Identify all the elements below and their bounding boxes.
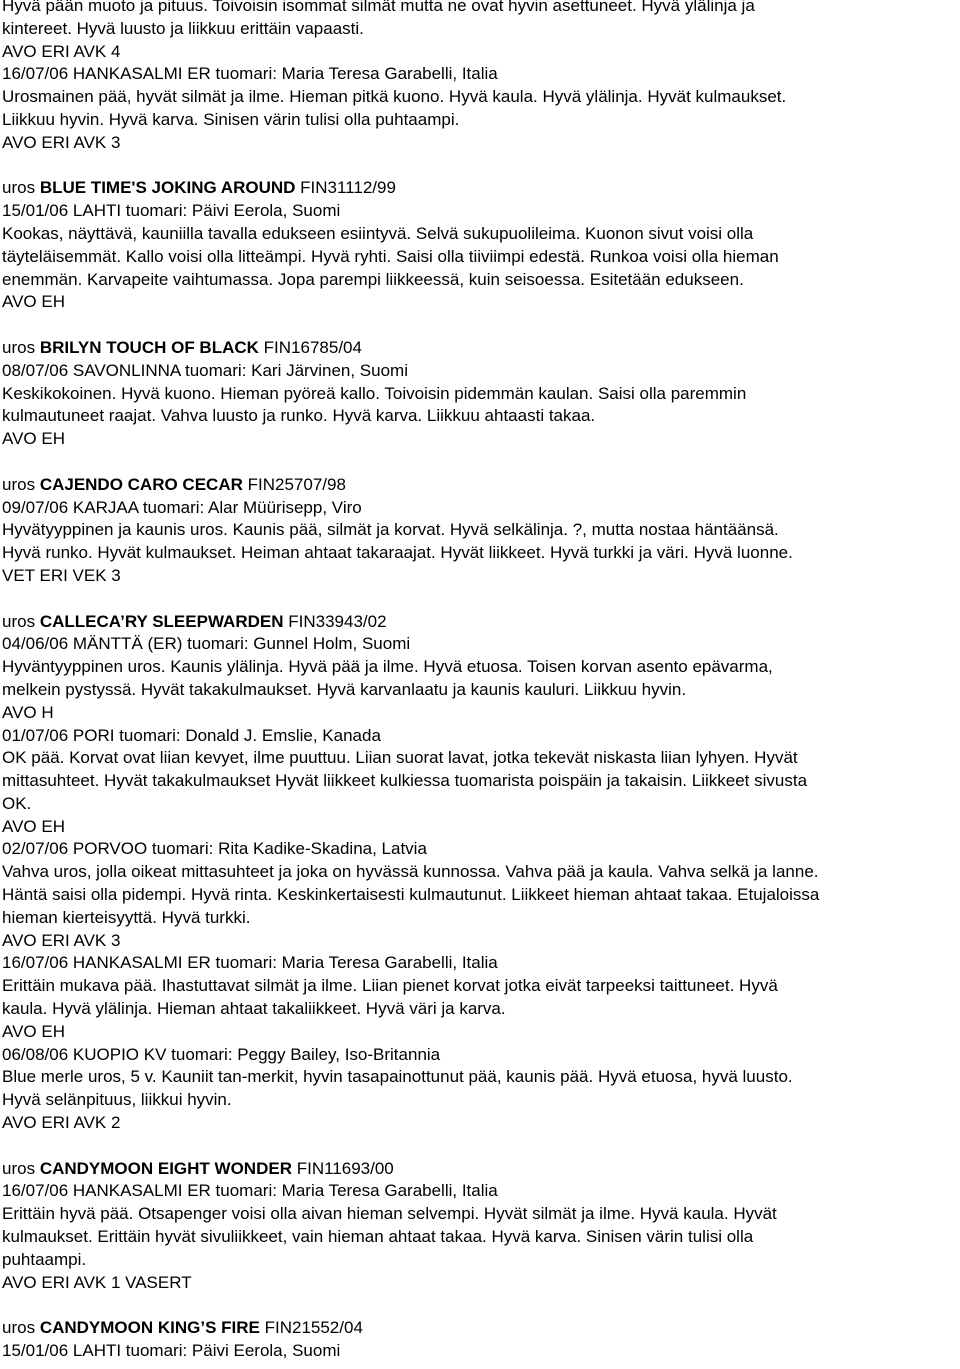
show-result: AVO ERI AVK 4 <box>2 41 121 61</box>
show-result: VET ERI VEK 3 <box>2 565 121 585</box>
dog-title <box>2 611 960 634</box>
show-header: 15/01/06 LAHTI tuomari: Päivi Eerola, Suomi <box>2 201 341 221</box>
show-header: 16/07/06 HANKASALMI ER tuomari: Maria Teresa Garabelli, Italia <box>2 1181 498 1201</box>
dog-entry <box>2 588 960 1135</box>
dog-name: BRILYN TOUCH OF BLACK <box>39 337 259 357</box>
dog-name: CAJENDO CARO CECAR <box>39 474 243 494</box>
critique-line: Kookas, näyttävä, kauniilla tavalla edukseen esiintyvä. Selvä sukupuolileima. Kuonon sivut voisi olla <box>2 223 754 243</box>
intro-section <box>2 0 960 155</box>
show-header: 01/07/06 PORI tuomari: Donald J. Emslie, Kanada <box>2 725 381 745</box>
critique-line: täyteläisemmät. Kallo voisi olla litteämpi. Hyvä ryhti. Saisi olla tiiviimpi edestä. Runkoa voisi olla hieman <box>2 246 779 266</box>
critique-line: Hyvätyyppinen ja kaunis uros. Kaunis pää, silmät ja korvat. Hyvä selkälinja. ?, mutta nostaa häntäänsä. <box>2 520 779 540</box>
critique-line: Hyvä selänpituus, liikkui hyvin. <box>2 1090 232 1110</box>
critique-line: Liikkuu hyvin. Hyvä karva. Sinisen värin tulisi olla puhtaampi. <box>2 109 460 129</box>
dog-prefix: uros <box>2 337 36 357</box>
dog-prefix: uros <box>2 474 36 494</box>
show-header: 16/07/06 HANKASALMI ER tuomari: Maria Teresa Garabelli, Italia <box>2 953 498 973</box>
critique-line: puhtaampi. <box>2 1249 87 1269</box>
show-result: AVO ERI AVK 2 <box>2 1113 121 1133</box>
critique-line: Hyvä pään muoto ja pituus. Toivoisin isommat silmät mutta ne ovat hyvin asettuneet. Hyvä ylälinja ja <box>2 0 755 15</box>
show-result: AVO ERI AVK 3 <box>2 132 121 152</box>
show-header: 02/07/06 PORVOO tuomari: Rita Kadike-Skadina, Latvia <box>2 839 427 859</box>
dog-name: CANDYMOON EIGHT WONDER <box>39 1158 292 1178</box>
show-result: AVO H <box>2 702 54 722</box>
critique-line: Erittäin mukava pää. Ihastuttavat silmät ja ilme. Liian pienet korvat jotka eivät tarpeeksi taittuneet. Hyvä <box>2 976 778 996</box>
critique-line: kaula. Hyvä ylälinja. Hieman ahtaat takaliikkeet. Hyvä väri ja karva. <box>2 999 506 1019</box>
dog-title <box>2 177 960 200</box>
critique-line: kintereet. Hyvä luusto ja liikkuu erittäin vapaasti. <box>2 18 364 38</box>
critique-line: Keskikokoinen. Hyvä kuono. Hieman pyöreä kallo. Toivoisin pidemmän kaulan. Saisi olla paremmin <box>2 383 747 403</box>
dog-registration: FIN21552/04 <box>264 1318 363 1338</box>
dog-title <box>2 1158 960 1181</box>
show-result: AVO EH <box>2 1021 65 1041</box>
critique-line: mittasuhteet. Hyvät takakulmaukset Hyvät liikkeet kulkiessa tuomarista poispäin ja takaisin. Liikkeet sivusta <box>2 771 808 791</box>
critique-line: melkein pystyssä. Hyvät takakulmaukset. Hyvä karvanlaatu ja kaunis kauluri. Liikkuu hyvin. <box>2 679 687 699</box>
critique-line: Erittäin hyvä pää. Otsapenger voisi olla aivan hieman selvempi. Hyvät silmät ja ilme. Hyvä kaula. Hyvät <box>2 1204 777 1224</box>
dog-prefix: uros <box>2 1318 36 1338</box>
show-header: 15/01/06 LAHTI tuomari: Päivi Eerola, Suomi <box>2 1341 341 1361</box>
show-result: AVO ERI AVK 3 <box>2 930 121 950</box>
show-header: 16/07/06 HANKASALMI ER tuomari: Maria Teresa Garabelli, Italia <box>2 64 498 84</box>
dog-registration: FIN25707/98 <box>247 474 346 494</box>
critique-line: OK pää. Korvat ovat liian kevyet, ilme puuttuu. Liian suorat lavat, jotka tekevät niskasta liian lyhyen. Hyvät <box>2 748 798 768</box>
dog-prefix: uros <box>2 178 36 198</box>
show-header: 09/07/06 KARJAA tuomari: Alar Müürisepp, Viro <box>2 497 362 517</box>
dog-entry <box>2 1294 960 1362</box>
dog-entry <box>2 155 960 315</box>
dog-name: BLUE TIME'S JOKING AROUND <box>39 178 296 198</box>
dog-registration: FIN33943/02 <box>288 611 387 631</box>
dog-title <box>2 474 960 497</box>
show-result: AVO EH <box>2 816 65 836</box>
show-result: AVO ERI AVK 1 VASERT <box>2 1272 192 1292</box>
dog-name: CANDYMOON KING’S FIRE <box>39 1318 260 1338</box>
show-result: AVO EH <box>2 292 65 312</box>
critique-line: Hyvä runko. Hyvät kulmaukset. Heiman ahtaat takaraajat. Hyvät liikkeet. Hyvä turkki ja väri. Hyvä luonne. <box>2 543 793 563</box>
show-header: 08/07/06 SAVONLINNA tuomari: Kari Järvinen, Suomi <box>2 360 408 380</box>
critique-line: Blue merle uros, 5 v. Kauniit tan-merkit, hyvin tasapainottunut pää, kaunis pää. Hyvä etuosa, hyvä luusto. <box>2 1067 793 1087</box>
dog-entry <box>2 314 960 451</box>
critique-line: hieman kierteisyyttä. Hyvä turkki. <box>2 907 251 927</box>
dog-registration: FIN31112/99 <box>300 178 396 198</box>
dog-registration: FIN16785/04 <box>263 337 362 357</box>
show-header: 06/08/06 KUOPIO KV tuomari: Peggy Bailey, Iso-Britannia <box>2 1044 441 1064</box>
critique-line: enemmän. Karvapeite vaihtumassa. Jopa parempi liikkeessä, kuin seisoessa. Esitetään edukseen. <box>2 269 744 289</box>
dog-entry <box>2 451 960 588</box>
dog-prefix: uros <box>2 611 36 631</box>
dog-title <box>2 337 960 360</box>
dog-name: CALLECA’RY SLEEPWARDEN <box>39 611 284 631</box>
dog-registration: FIN11693/00 <box>296 1158 394 1178</box>
critique-line: kulmaukset. Erittäin hyvät sivuliikkeet, vain hieman ahtaat takaa. Hyvä karva. Sinisen värin tulisi olla <box>2 1227 754 1247</box>
show-header: 04/06/06 MÄNTTÄ (ER) tuomari: Gunnel Holm, Suomi <box>2 634 411 654</box>
critique-line: Hyväntyyppinen uros. Kaunis ylälinja. Hyvä pää ja ilme. Hyvä etuosa. Toisen korvan asento epävarma, <box>2 657 773 677</box>
critique-line: Urosmainen pää, hyvät silmät ja ilme. Hieman pitkä kuono. Hyvä kaula. Hyvä ylälinja. Hyvät kulmaukset. <box>2 87 787 107</box>
dog-title <box>2 1317 960 1340</box>
critique-line: OK. <box>2 793 32 813</box>
show-result: AVO EH <box>2 429 65 449</box>
dog-prefix: uros <box>2 1158 36 1178</box>
critique-line: kulmautuneet raajat. Vahva luusto ja runko. Hyvä karva. Liikkuu ahtaasti takaa. <box>2 406 596 426</box>
dog-entry <box>2 1135 960 1295</box>
critique-line: Häntä saisi olla pidempi. Hyvä rinta. Keskinkertaisesti kulmautunut. Liikkeet hieman ahtaat takaa. Etujaloissa <box>2 885 820 905</box>
critique-line: Vahva uros, jolla oikeat mittasuhteet ja joka on hyvässä kunnossa. Vahva pää ja kaula. Vahva selkä ja lanne. <box>2 862 819 882</box>
